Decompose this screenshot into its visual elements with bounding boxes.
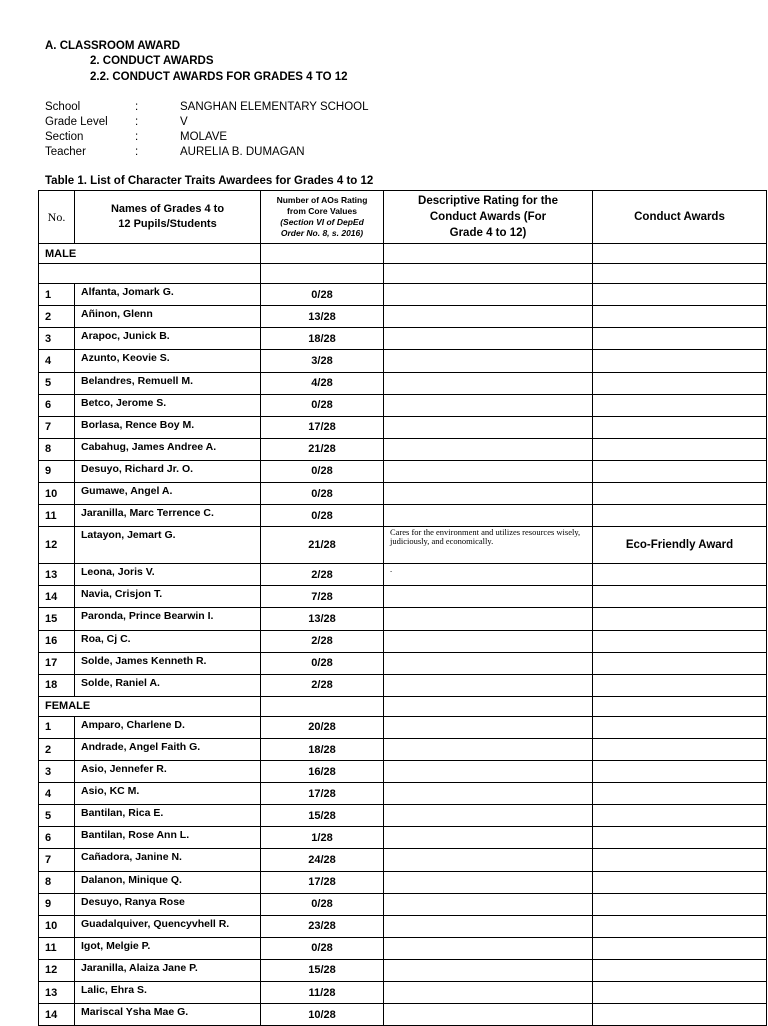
conduct-award <box>593 959 767 981</box>
aos-rating: 2/28 <box>261 674 384 696</box>
conduct-award <box>593 827 767 849</box>
table-row <box>39 350 767 372</box>
student-name: Bantilan, Rose Ann L. <box>75 827 261 849</box>
conduct-award <box>593 915 767 937</box>
descriptive-rating <box>384 416 593 438</box>
student-name: Añinon, Glenn <box>75 306 261 328</box>
row-number: 14 <box>39 1004 75 1026</box>
descriptive-rating <box>384 849 593 871</box>
table-row <box>39 372 767 394</box>
table-row <box>39 460 767 482</box>
header-aos-rating <box>261 191 384 244</box>
table-row <box>39 827 767 849</box>
aos-rating: 13/28 <box>261 306 384 328</box>
table-body <box>39 244 767 1026</box>
aos-rating: 21/28 <box>261 527 384 564</box>
student-name: Cabahug, James Andree A. <box>75 438 261 460</box>
table-row <box>39 871 767 893</box>
aos-rating: 18/28 <box>261 328 384 350</box>
aos-rating: 7/28 <box>261 586 384 608</box>
header-names <box>75 191 261 244</box>
aos-rating: 0/28 <box>261 652 384 674</box>
descriptive-rating <box>384 915 593 937</box>
student-name: Latayon, Jemart G. <box>75 527 261 564</box>
table-row <box>39 438 767 460</box>
student-name: Gumawe, Angel A. <box>75 483 261 505</box>
descriptive-rating <box>384 630 593 652</box>
conduct-award <box>593 416 767 438</box>
table-row <box>39 1004 767 1026</box>
descriptive-rating <box>384 959 593 981</box>
conduct-award <box>593 306 767 328</box>
aos-rating: 17/28 <box>261 416 384 438</box>
header-desc-line: Descriptive Rating for the <box>418 195 558 207</box>
aos-rating: 11/28 <box>261 982 384 1004</box>
section-row-female <box>39 696 767 716</box>
student-name: Asio, KC M. <box>75 783 261 805</box>
student-name: Jaranilla, Alaiza Jane P. <box>75 959 261 981</box>
aos-rating: 3/28 <box>261 350 384 372</box>
student-name: Dalanon, Minique Q. <box>75 871 261 893</box>
student-name: Amparo, Charlene D. <box>75 716 261 738</box>
student-name: Belandres, Remuell M. <box>75 372 261 394</box>
row-number: 5 <box>39 805 75 827</box>
conduct-award <box>593 328 767 350</box>
student-name: Betco, Jerome S. <box>75 394 261 416</box>
aos-rating: 2/28 <box>261 564 384 586</box>
conduct-award <box>593 937 767 959</box>
student-name: Jaranilla, Marc Terrence C. <box>75 505 261 527</box>
row-number: 16 <box>39 630 75 652</box>
student-name: Alfanta, Jomark G. <box>75 284 261 306</box>
row-number: 10 <box>39 483 75 505</box>
row-number: 18 <box>39 674 75 696</box>
student-name: Bantilan, Rica E. <box>75 805 261 827</box>
table-row <box>39 483 767 505</box>
conduct-award <box>593 505 767 527</box>
aos-rating: 18/28 <box>261 738 384 760</box>
row-number: 7 <box>39 416 75 438</box>
spacer-row <box>39 264 767 284</box>
aos-rating: 16/28 <box>261 761 384 783</box>
aos-rating: 0/28 <box>261 483 384 505</box>
row-number: 5 <box>39 372 75 394</box>
header-aos-line: Order No. 8, s. 2016) <box>280 228 364 238</box>
table-row <box>39 674 767 696</box>
row-number: 2 <box>39 738 75 760</box>
info-value: V <box>180 116 188 128</box>
aos-rating: 0/28 <box>261 394 384 416</box>
section-row-male <box>39 244 767 264</box>
conduct-award <box>593 893 767 915</box>
conduct-award <box>593 761 767 783</box>
info-sep: : <box>135 146 139 158</box>
aos-rating: 10/28 <box>261 1004 384 1026</box>
conduct-award <box>593 1004 767 1026</box>
descriptive-rating <box>384 652 593 674</box>
student-name: Cañadora, Janine N. <box>75 849 261 871</box>
info-value: AURELIA B. DUMAGAN <box>180 146 305 158</box>
student-name: Lalic, Ehra S. <box>75 982 261 1004</box>
student-name: Asio, Jennefer R. <box>75 761 261 783</box>
aos-rating: 21/28 <box>261 438 384 460</box>
row-number: 13 <box>39 564 75 586</box>
descriptive-rating <box>384 827 593 849</box>
conduct-award <box>593 849 767 871</box>
table-row <box>39 608 767 630</box>
table-row <box>39 716 767 738</box>
aos-rating: 17/28 <box>261 871 384 893</box>
table-row <box>39 394 767 416</box>
row-number: 11 <box>39 937 75 959</box>
row-number: 1 <box>39 284 75 306</box>
conduct-award <box>593 982 767 1004</box>
descriptive-rating <box>384 460 593 482</box>
student-name: Guadalquiver, Quencyvhell R. <box>75 915 261 937</box>
conduct-award <box>593 350 767 372</box>
student-name: Borlasa, Rence Boy M. <box>75 416 261 438</box>
table-row <box>39 738 767 760</box>
aos-rating: 4/28 <box>261 372 384 394</box>
table-row <box>39 761 767 783</box>
heading-classroom-award: A. CLASSROOM AWARD <box>45 40 181 52</box>
info-value: SANGHAN ELEMENTARY SCHOOL <box>180 101 369 113</box>
table-header-row <box>39 191 767 244</box>
aos-rating: 0/28 <box>261 505 384 527</box>
descriptive-rating <box>384 505 593 527</box>
descriptive-rating <box>384 893 593 915</box>
table-row <box>39 284 767 306</box>
table-row <box>39 783 767 805</box>
section-label-female: FEMALE <box>39 696 261 716</box>
info-sep: : <box>135 131 139 143</box>
student-name: Azunto, Keovie S. <box>75 350 261 372</box>
row-number: 7 <box>39 849 75 871</box>
student-name: Navia, Crisjon T. <box>75 586 261 608</box>
row-number: 8 <box>39 438 75 460</box>
aos-rating: 15/28 <box>261 805 384 827</box>
row-number: 12 <box>39 959 75 981</box>
descriptive-rating <box>384 761 593 783</box>
info-label: School <box>45 101 81 113</box>
conduct-award <box>593 783 767 805</box>
row-number: 6 <box>39 827 75 849</box>
conduct-award <box>593 674 767 696</box>
conduct-award <box>593 871 767 893</box>
table-row <box>39 630 767 652</box>
table-row <box>39 915 767 937</box>
row-number: 15 <box>39 608 75 630</box>
student-name: Desuyo, Ranya Rose <box>75 893 261 915</box>
descriptive-rating <box>384 738 593 760</box>
conduct-award <box>593 438 767 460</box>
section-label-male: MALE <box>39 244 261 264</box>
conduct-award <box>593 738 767 760</box>
header-desc-line: Grade 4 to 12) <box>449 227 527 239</box>
conduct-award <box>593 564 767 586</box>
heading-conduct-awards-grades: 2.2. CONDUCT AWARDS FOR GRADES 4 TO 12 <box>90 71 348 83</box>
table-caption: Table 1. List of Character Traits Awardees for Grades 4 to 12 <box>45 175 374 187</box>
conduct-award <box>593 483 767 505</box>
descriptive-rating <box>384 350 593 372</box>
conduct-award <box>593 652 767 674</box>
student-name: Solde, James Kenneth R. <box>75 652 261 674</box>
conduct-award <box>593 460 767 482</box>
student-name: Andrade, Angel Faith G. <box>75 738 261 760</box>
table-row <box>39 805 767 827</box>
header-aos-line: (Section VI of DepEd <box>280 217 364 227</box>
descriptive-rating <box>384 805 593 827</box>
descriptive-rating <box>384 674 593 696</box>
row-number: 14 <box>39 586 75 608</box>
row-number: 12 <box>39 527 75 564</box>
table-row <box>39 893 767 915</box>
descriptive-rating <box>384 937 593 959</box>
aos-rating: 17/28 <box>261 783 384 805</box>
row-number: 4 <box>39 783 75 805</box>
conduct-award <box>593 372 767 394</box>
header-desc-line: Conduct Awards (For <box>429 211 547 223</box>
descriptive-rating <box>384 394 593 416</box>
student-name: Mariscal Ysha Mae G. <box>75 1004 261 1026</box>
info-label: Teacher <box>45 146 86 158</box>
descriptive-rating <box>384 1004 593 1026</box>
table-row <box>39 849 767 871</box>
descriptive-rating <box>384 716 593 738</box>
aos-rating: 1/28 <box>261 827 384 849</box>
info-sep: : <box>135 116 139 128</box>
info-label: Grade Level <box>45 116 108 128</box>
student-name: Arapoc, Junick B. <box>75 328 261 350</box>
conduct-award: Eco-Friendly Award <box>593 527 767 564</box>
row-number: 2 <box>39 306 75 328</box>
aos-rating: 20/28 <box>261 716 384 738</box>
descriptive-rating <box>384 372 593 394</box>
descriptive-rating <box>384 783 593 805</box>
table-row <box>39 564 767 586</box>
aos-rating: 2/28 <box>261 630 384 652</box>
header-names-line: Names of Grades 4 to <box>110 203 225 215</box>
table-row <box>39 306 767 328</box>
conduct-award <box>593 805 767 827</box>
table-row <box>39 416 767 438</box>
info-label: Section <box>45 131 84 143</box>
row-number: 3 <box>39 761 75 783</box>
table-row <box>39 652 767 674</box>
header-aos-line: from Core Values <box>287 206 357 216</box>
table-row <box>39 959 767 981</box>
aos-rating: 15/28 <box>261 959 384 981</box>
row-number: 1 <box>39 716 75 738</box>
row-number: 4 <box>39 350 75 372</box>
descriptive-rating <box>384 586 593 608</box>
table-row <box>39 937 767 959</box>
header-descriptive-rating <box>384 191 593 244</box>
header-conduct-awards: Conduct Awards <box>593 191 767 244</box>
table-row <box>39 527 767 564</box>
descriptive-rating <box>384 328 593 350</box>
conduct-award <box>593 716 767 738</box>
header-aos-line: Number of AOs Rating <box>276 195 368 205</box>
student-name: Paronda, Prince Bearwin I. <box>75 608 261 630</box>
aos-rating: 0/28 <box>261 893 384 915</box>
row-number: 17 <box>39 652 75 674</box>
conduct-award <box>593 394 767 416</box>
row-number: 13 <box>39 982 75 1004</box>
conduct-award <box>593 586 767 608</box>
row-number: 11 <box>39 505 75 527</box>
aos-rating: 0/28 <box>261 460 384 482</box>
heading-conduct-awards: 2. CONDUCT AWARDS <box>90 55 214 67</box>
descriptive-rating: Cares for the environment and utilizes resources wisely, judiciously, and economically. <box>384 527 593 564</box>
conduct-award <box>593 630 767 652</box>
header-names-line: 12 Pupils/Students <box>118 218 217 230</box>
row-number: 10 <box>39 915 75 937</box>
descriptive-rating: . <box>384 564 593 586</box>
table-row <box>39 982 767 1004</box>
info-value: MOLAVE <box>180 131 228 143</box>
row-number: 3 <box>39 328 75 350</box>
table-row <box>39 586 767 608</box>
descriptive-rating <box>384 982 593 1004</box>
row-number: 8 <box>39 871 75 893</box>
descriptive-rating <box>384 483 593 505</box>
info-sep: : <box>135 101 139 113</box>
aos-rating: 0/28 <box>261 937 384 959</box>
conduct-award <box>593 284 767 306</box>
aos-rating: 13/28 <box>261 608 384 630</box>
aos-rating: 23/28 <box>261 915 384 937</box>
row-number: 9 <box>39 893 75 915</box>
descriptive-rating <box>384 871 593 893</box>
descriptive-rating <box>384 438 593 460</box>
aos-rating: 0/28 <box>261 284 384 306</box>
student-name: Solde, Raniel A. <box>75 674 261 696</box>
student-name: Leona, Joris V. <box>75 564 261 586</box>
header-no: No. <box>39 191 75 244</box>
row-number: 9 <box>39 460 75 482</box>
student-name: Roa, Cj C. <box>75 630 261 652</box>
descriptive-rating <box>384 306 593 328</box>
descriptive-rating <box>384 284 593 306</box>
descriptive-rating <box>384 608 593 630</box>
awardees-table <box>38 190 767 1026</box>
table-row <box>39 505 767 527</box>
student-name: Desuyo, Richard Jr. O. <box>75 460 261 482</box>
student-name: Igot, Melgie P. <box>75 937 261 959</box>
row-number: 6 <box>39 394 75 416</box>
aos-rating: 24/28 <box>261 849 384 871</box>
table-row <box>39 328 767 350</box>
conduct-award <box>593 608 767 630</box>
